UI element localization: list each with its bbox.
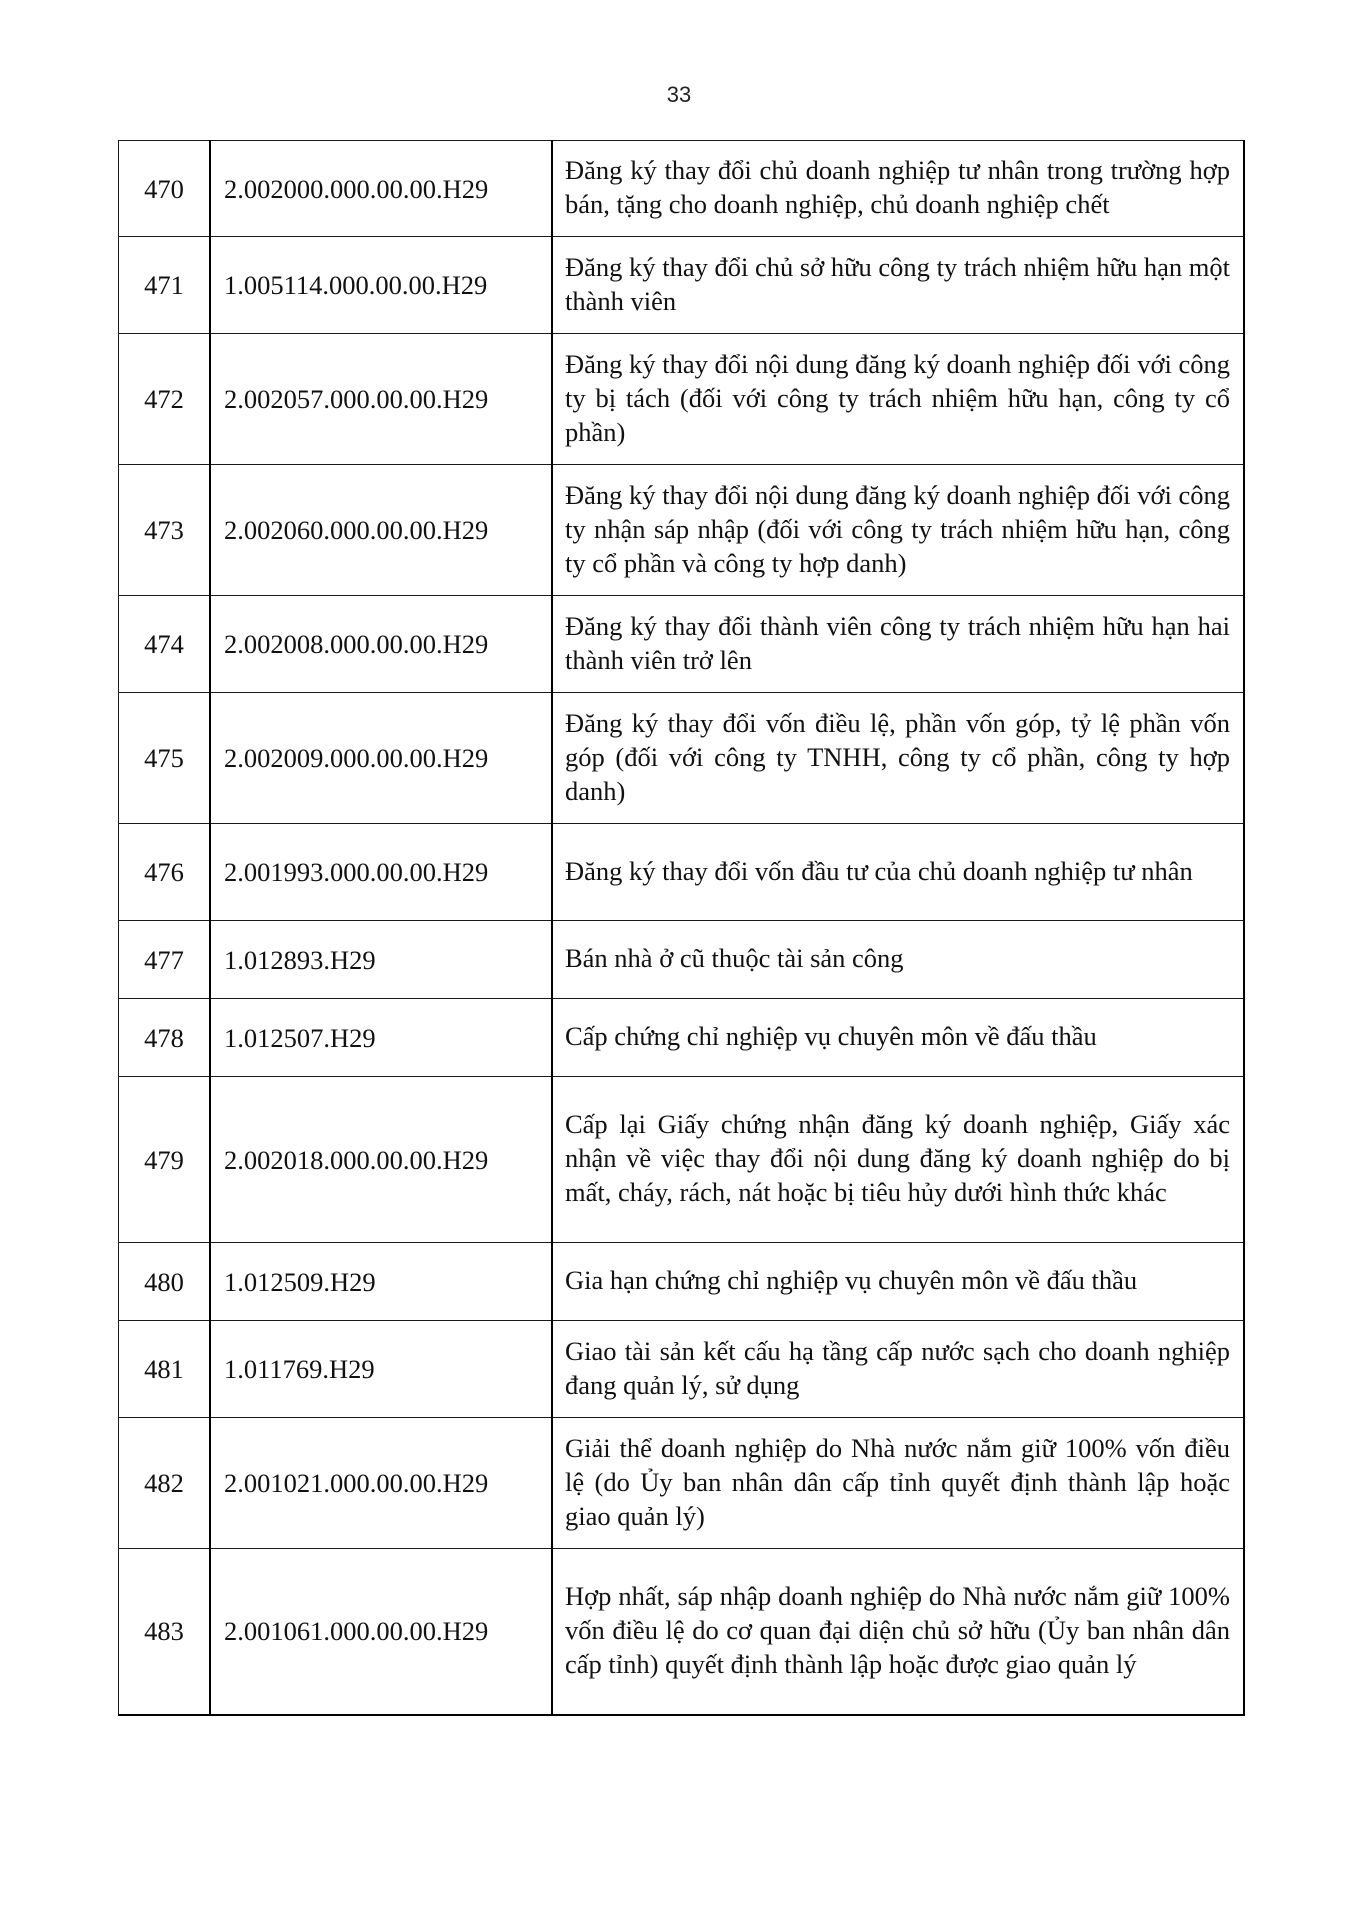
procedure-code: 2.001061.000.00.00.H29: [210, 1549, 552, 1715]
row-number: 483: [119, 1549, 211, 1715]
procedure-name: Giải thể doanh nghiệp do Nhà nước nắm giữ 100% vốn điều lệ (do Ủy ban nhân dân cấp tỉnh quyết định thành lập hoặc giao quản lý): [552, 1418, 1244, 1549]
row-number: 470: [119, 141, 211, 237]
procedure-name: Gia hạn chứng chỉ nghiệp vụ chuyên môn về đấu thầu: [552, 1243, 1244, 1321]
procedure-name: Đăng ký thay đổi thành viên công ty trách nhiệm hữu hạn hai thành viên trở lên: [552, 596, 1244, 693]
procedure-code: 1.012509.H29: [210, 1243, 552, 1321]
row-number: 475: [119, 693, 211, 824]
procedure-code: 1.012893.H29: [210, 921, 552, 999]
table-row: [119, 921, 1245, 999]
procedure-code: 2.001021.000.00.00.H29: [210, 1418, 552, 1549]
procedure-name: Cấp chứng chỉ nghiệp vụ chuyên môn về đấu thầu: [552, 999, 1244, 1077]
procedure-name: Đăng ký thay đổi nội dung đăng ký doanh nghiệp đối với công ty nhận sáp nhập (đối với công ty trách nhiệm hữu hạn, công ty cổ phần và công ty hợp danh): [552, 465, 1244, 596]
table-row: [119, 141, 1245, 237]
table-row: [119, 1418, 1245, 1549]
procedure-code: 2.002008.000.00.00.H29: [210, 596, 552, 693]
procedure-code: 1.011769.H29: [210, 1321, 552, 1418]
table-row: [119, 693, 1245, 824]
procedure-name: Cấp lại Giấy chứng nhận đăng ký doanh nghiệp, Giấy xác nhận về việc thay đổi nội dung đăng ký doanh nghiệp do bị mất, cháy, rách, nát hoặc bị tiêu hủy dưới hình thức khác: [552, 1077, 1244, 1243]
table-row: [119, 465, 1245, 596]
row-number: 473: [119, 465, 211, 596]
row-number: 478: [119, 999, 211, 1077]
procedure-name: Đăng ký thay đổi chủ sở hữu công ty trách nhiệm hữu hạn một thành viên: [552, 237, 1244, 334]
row-number: 472: [119, 334, 211, 465]
row-number: 481: [119, 1321, 211, 1418]
table-row: [119, 1077, 1245, 1243]
procedure-table: [118, 140, 1245, 1716]
procedure-name: Bán nhà ở cũ thuộc tài sản công: [552, 921, 1244, 999]
table-row: [119, 1549, 1245, 1715]
procedure-name: Đăng ký thay đổi chủ doanh nghiệp tư nhân trong trường hợp bán, tặng cho doanh nghiệp, chủ doanh nghiệp chết: [552, 141, 1244, 237]
procedure-name: Đăng ký thay đổi nội dung đăng ký doanh nghiệp đối với công ty bị tách (đối với công ty trách nhiệm hữu hạn, công ty cổ phần): [552, 334, 1244, 465]
table-row: [119, 334, 1245, 465]
procedure-code: 2.002018.000.00.00.H29: [210, 1077, 552, 1243]
procedure-code: 2.001993.000.00.00.H29: [210, 824, 552, 921]
table-row: [119, 1243, 1245, 1321]
table-row: [119, 596, 1245, 693]
procedure-code: 2.002060.000.00.00.H29: [210, 465, 552, 596]
row-number: 476: [119, 824, 211, 921]
procedure-name: Đăng ký thay đổi vốn điều lệ, phần vốn góp, tỷ lệ phần vốn góp (đối với công ty TNHH, công ty cổ phần, công ty hợp danh): [552, 693, 1244, 824]
procedure-code: 1.005114.000.00.00.H29: [210, 237, 552, 334]
table-row: [119, 237, 1245, 334]
row-number: 471: [119, 237, 211, 334]
row-number: 474: [119, 596, 211, 693]
procedure-name: Giao tài sản kết cấu hạ tầng cấp nước sạch cho doanh nghiệp đang quản lý, sử dụng: [552, 1321, 1244, 1418]
row-number: 477: [119, 921, 211, 999]
row-number: 482: [119, 1418, 211, 1549]
procedure-code: 2.002009.000.00.00.H29: [210, 693, 552, 824]
procedure-name: Đăng ký thay đổi vốn đầu tư của chủ doanh nghiệp tư nhân: [552, 824, 1244, 921]
procedure-name: Hợp nhất, sáp nhập doanh nghiệp do Nhà nước nắm giữ 100% vốn điều lệ do cơ quan đại diện chủ sở hữu (Ủy ban nhân dân cấp tỉnh) quyết định thành lập hoặc được giao quản lý: [552, 1549, 1244, 1715]
table-row: [119, 999, 1245, 1077]
procedure-code: 2.002057.000.00.00.H29: [210, 334, 552, 465]
page-number: 33: [666, 82, 692, 107]
procedure-code: 2.002000.000.00.00.H29: [210, 141, 552, 237]
table-row: [119, 824, 1245, 921]
table-row: [119, 1321, 1245, 1418]
procedure-code: 1.012507.H29: [210, 999, 552, 1077]
row-number: 480: [119, 1243, 211, 1321]
row-number: 479: [119, 1077, 211, 1243]
